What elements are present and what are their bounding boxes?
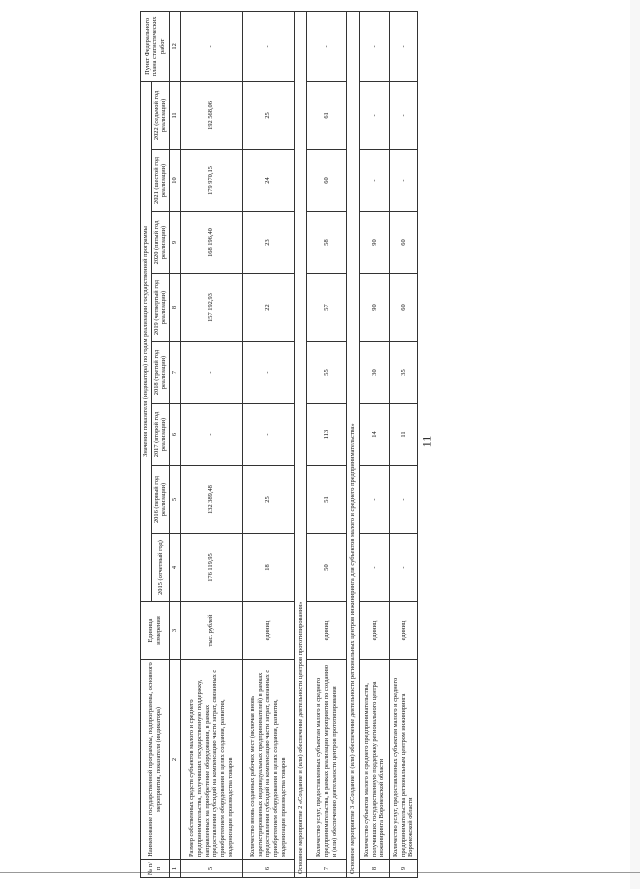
value-cell: 23 <box>242 212 294 274</box>
unit-cell: единиц <box>390 602 418 660</box>
header-year: 2020 (пятый год реализации) <box>151 212 169 274</box>
fedplan-cell: - <box>242 11 294 81</box>
column-index-row <box>170 11 181 877</box>
row-number: 9 <box>390 860 418 878</box>
value-cell: - <box>360 534 390 602</box>
column-index: 10 <box>170 150 181 212</box>
value-cell: 25 <box>242 466 294 534</box>
row-number: 5 <box>180 860 242 878</box>
header-year: 2015 (отчетный год) <box>151 534 169 602</box>
rotated-table-page <box>140 12 415 878</box>
header-fedplan: Пункт Федерального плана статистических работ <box>141 11 170 81</box>
indicator-name: Размер собственных средств субъектов малого и среднего предпринимательства, получивших государственную поддержку, направленных на приобретение оборудования, в рамках предоставления субсидий на компенсацию части затрат, связанных с приобретением оборудования в целях создания, развития, модернизации производства товаров <box>180 660 242 860</box>
value-cell: 51 <box>307 466 347 534</box>
value-cell: 57 <box>307 274 347 342</box>
column-index: 7 <box>170 342 181 404</box>
value-cell: 90 <box>360 212 390 274</box>
unit-cell: единиц <box>242 602 294 660</box>
value-cell: 132 389,48 <box>180 466 242 534</box>
header-year: 2019 (четвертый год реализации) <box>151 274 169 342</box>
value-cell: - <box>180 404 242 466</box>
value-cell: 30 <box>360 342 390 404</box>
value-cell: 168 196,40 <box>180 212 242 274</box>
unit-cell: тыс. рублей <box>180 602 242 660</box>
indicator-table <box>140 11 418 878</box>
value-cell: 60 <box>307 150 347 212</box>
fedplan-cell: - <box>360 11 390 81</box>
value-cell: 22 <box>242 274 294 342</box>
value-cell: 55 <box>307 342 347 404</box>
column-index: 2 <box>170 660 181 860</box>
header-year: 2021 (шестой год реализации) <box>151 150 169 212</box>
value-cell: - <box>242 342 294 404</box>
column-index: 5 <box>170 466 181 534</box>
indicator-name: Количество услуг, предоставленных субъектам малого и среднего предпринимательства региональным центром инжиниринга Воронежской области <box>390 660 418 860</box>
value-cell: 157 192,93 <box>180 274 242 342</box>
value-cell: 61 <box>307 81 347 149</box>
unit-cell: единиц <box>360 602 390 660</box>
value-cell: 176 119,95 <box>180 534 242 602</box>
value-cell: - <box>180 342 242 404</box>
column-index: 1 <box>170 860 181 878</box>
value-cell: - <box>242 404 294 466</box>
column-index: 11 <box>170 81 181 149</box>
column-index: 6 <box>170 404 181 466</box>
value-cell: 192 568,06 <box>180 81 242 149</box>
scan-edge <box>630 0 640 889</box>
section-row <box>347 11 360 877</box>
table-row <box>180 11 242 877</box>
value-cell: - <box>360 81 390 149</box>
header-unit: Единица измерения <box>141 602 170 660</box>
fedplan-cell: - <box>307 11 347 81</box>
column-index: 3 <box>170 602 181 660</box>
table-row <box>242 11 294 877</box>
header-year: 2018 (третий год реализации) <box>151 342 169 404</box>
row-number: 8 <box>360 860 390 878</box>
header-year: 2016 (первый год реализации) <box>151 466 169 534</box>
row-number: 6 <box>242 860 294 878</box>
indicator-name: Количество услуг, предоставленных субъектам малого и среднего предпринимательства, в рамках реализации мероприятия по созданию и (или) обеспечению деятельности центров прототипирования <box>307 660 347 860</box>
value-cell: 24 <box>242 150 294 212</box>
fedplan-cell: - <box>390 11 418 81</box>
value-cell: 90 <box>360 274 390 342</box>
row-number: 7 <box>307 860 347 878</box>
indicator-name: Количество вновь созданных рабочих мест (включая вновь зарегистрированных индивидуальных предпринимателей) в рамках предоставления субсидий на компенсацию части затрат, связанных с приобретением оборудования в целях создания, развития, модернизации производства товаров <box>242 660 294 860</box>
unit-cell: единиц <box>307 602 347 660</box>
table-row <box>307 11 347 877</box>
header-year: 2022 (седьмой год реализации) <box>151 81 169 149</box>
header-year: 2017 (второй год реализации) <box>151 404 169 466</box>
section-title: Основное мероприятие 3 «Создание и (или) обеспечение деятельности региональных центров инжиниринга для субъектов малого и среднего предпринимательства» <box>347 11 360 877</box>
fedplan-cell: - <box>180 11 242 81</box>
value-cell: 35 <box>390 342 418 404</box>
value-cell: 58 <box>307 212 347 274</box>
section-row <box>294 11 307 877</box>
value-cell: 113 <box>307 404 347 466</box>
column-index: 4 <box>170 534 181 602</box>
value-cell: - <box>390 150 418 212</box>
value-cell: 179 970,15 <box>180 150 242 212</box>
indicator-name: Количество субъектов малого и среднего предпринимательства, получивших государственную поддержку регионального центра инжиниринга Воронежской области <box>360 660 390 860</box>
section-title: Основное мероприятие 2 «Создание и (или) обеспечение деятельности центров прототипирования» <box>294 11 307 877</box>
column-index: 8 <box>170 274 181 342</box>
value-cell: 60 <box>390 274 418 342</box>
header-no: № п/п <box>141 860 170 878</box>
value-cell: - <box>390 466 418 534</box>
value-cell: 60 <box>390 212 418 274</box>
value-cell: 14 <box>360 404 390 466</box>
value-cell: 11 <box>390 404 418 466</box>
table-row <box>390 11 418 877</box>
header-name: Наименование государственной программы, подпрограммы, основного мероприятия, показателя (индикатора) <box>141 660 170 860</box>
column-index: 12 <box>170 11 181 81</box>
value-cell: 18 <box>242 534 294 602</box>
page-number: 11 <box>419 435 434 448</box>
column-index: 9 <box>170 212 181 274</box>
value-cell: - <box>390 81 418 149</box>
value-cell: - <box>360 466 390 534</box>
value-cell: 25 <box>242 81 294 149</box>
value-cell: 50 <box>307 534 347 602</box>
header-values-group: Значения показателя (индикатора) по годам реализации государственной программы <box>141 81 152 601</box>
value-cell: - <box>360 150 390 212</box>
table-row <box>360 11 390 877</box>
value-cell: - <box>390 534 418 602</box>
